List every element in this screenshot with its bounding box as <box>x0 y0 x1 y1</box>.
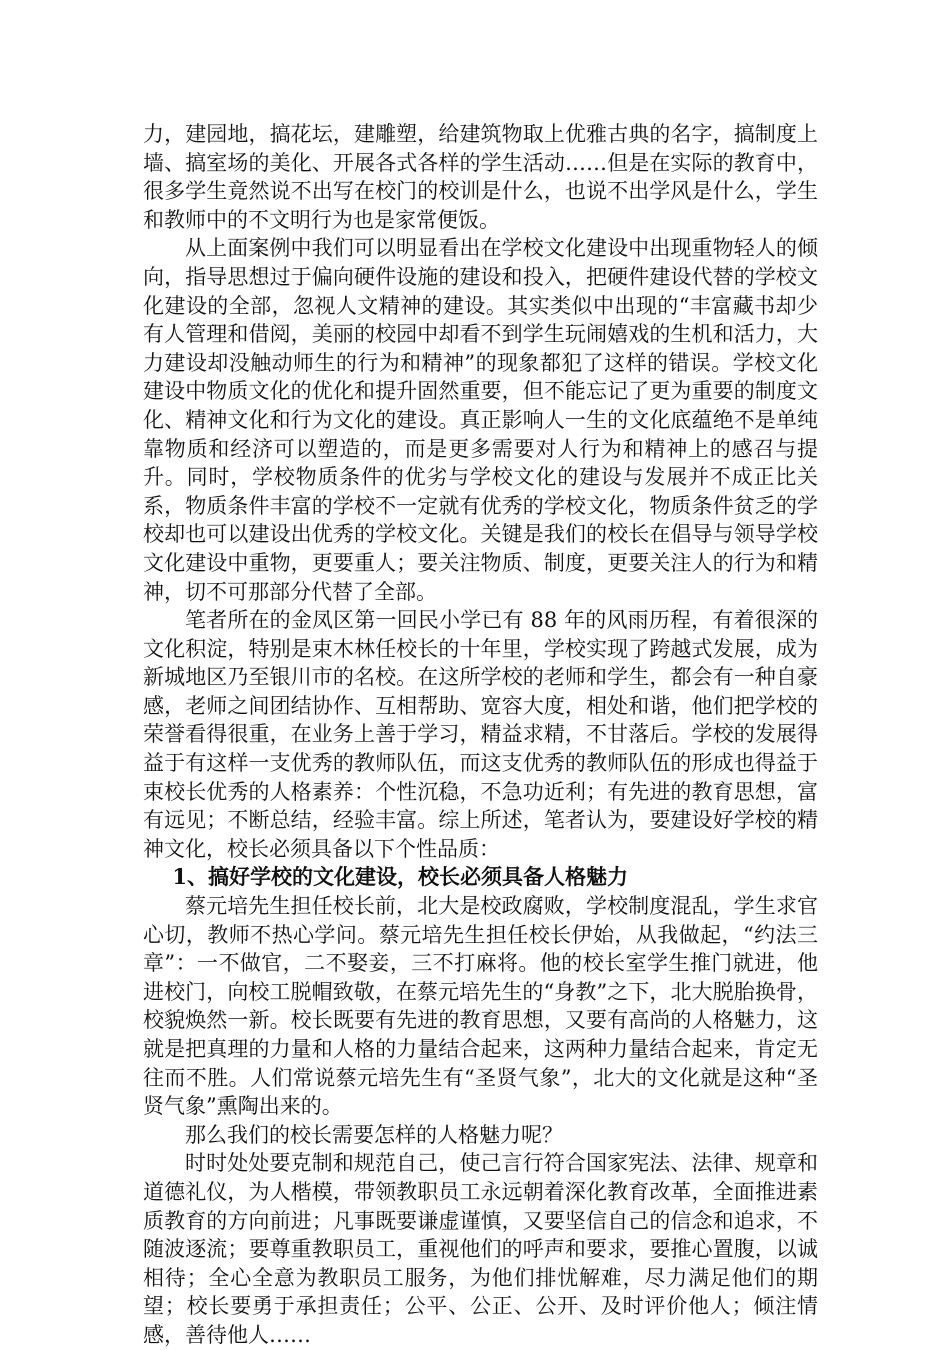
paragraph-school-background: 笔者所在的金凤区第一回民小学已有 88 年的风雨历程，有着很深的文化积淀，特别是束木林任校长的十年里，学校实现了跨越式发展，成为新城地区乃至银川市的名校。在这所学校的老师和学生，都会有一种自豪感，老师之间团结协作、互相帮助、宽容大度，相处和谐，他们把学校的荣誉看得很重，在业务上善于学习，精益求精，不甘落后。学校的发展得益于有这样一支优秀的教师队伍，而这支优秀的教师队伍的形成也得益于束校长优秀的人格素养：个性沉稳，不急功近利；有先进的教育思想，富有远见；不断总结，经验丰富。综上所述，笔者认为，要建设好学校的精神文化，校长必须具备以下个性品质： <box>143 608 818 861</box>
paragraph-analysis: 从上面案例中我们可以明显看出在学校文化建设中出现重物轻人的倾向，指导思想过于偏向硬件设施的建设和投入，把硬件建设代替的学校文化建设的全部，忽视人文精神的建设。其实类似中出现的“丰富藏书却少有人管理和借阅，美丽的校园中却看不到学生玩闹嬉戏的生机和活力，大力建设却没触动师生的行为和精神”的现象都犯了这样的错误。学校文化建设中物质文化的优化和提升固然重要，但不能忘记了更为重要的制度文化、精神文化和行为文化的建设。真正影响人一生的文化底蕴绝不是单纯靠物质和经济可以塑造的，而是更多需要对人行为和精神上的感召与提升。同时，学校物质条件的优劣与学校文化的建设与发展并不成正比关系，物质条件丰富的学校不一定就有优秀的学校文化，物质条件贫乏的学校却也可以建设出优秀的学校文化。关键是我们的校长在倡导与领导学校文化建设中重物，更要重人；要关注物质、制度，更要关注人的行为和精神，切不可那部分代替了全部。 <box>143 236 818 604</box>
paragraph-cai-yuanpei: 蔡元培先生担任校长前，北大是校政腐败，学校制度混乱，学生求官心切，教师不热心学问。蔡元培先生担任校长伊始，从我做起，“约法三章”：一不做官，二不娶妾，三不打麻将。他的校长室学生推门就进，他进校门，向校工脱帽致敬，在蔡元培先生的“身教”之下，北大脱胎换骨，校貌焕然一新。校长既要有先进的教育思想，又要有高尚的人格魅力，这就是把真理的力量和人格的力量结合起来，这两种力量结合起来，肯定无往而不胜。人们常说蔡元培先生有“圣贤气象”，北大的文化就是这种“圣贤气象”熏陶出来的。 <box>143 894 818 1119</box>
section-heading: 1、搞好学校的文化建设，校长必须具备人格魅力 <box>172 864 629 890</box>
document-page <box>143 120 818 1350</box>
paragraph-personality: 时时处处要克制和规范自己，使己言行符合国家宪法、法律、规章和道德礼仪，为人楷模，带领教职员工永远朝着深化教育改革，全面推进素质教育的方向前进；凡事既要谦虚谨慎，又要坚信自己的信念和追求，不随波逐流；要尊重教职员工，重视他们的呼声和要求，要推心置腹，以诚相待；全心全意为教职员工服务，为他们排忧解难，尽力满足他们的期望；校长要勇于承担责任；公平、公正、公开、及时评价他人；倾注情感，善待他人…… <box>143 1151 818 1347</box>
paragraph-question: 那么我们的校长需要怎样的人格魅力呢？ <box>185 1122 563 1147</box>
paragraph-continuation: 力，建园地，搞花坛，建雕塑，给建筑物取上优雅古典的名字，搞制度上墙、搞室场的美化、开展各式各样的学生活动……但是在实际的教育中，很多学生竟然说不出写在校门的校训是什么，也说不出学风是什么，学生和教师中的不文明行为也是家常便饭。 <box>143 122 818 232</box>
